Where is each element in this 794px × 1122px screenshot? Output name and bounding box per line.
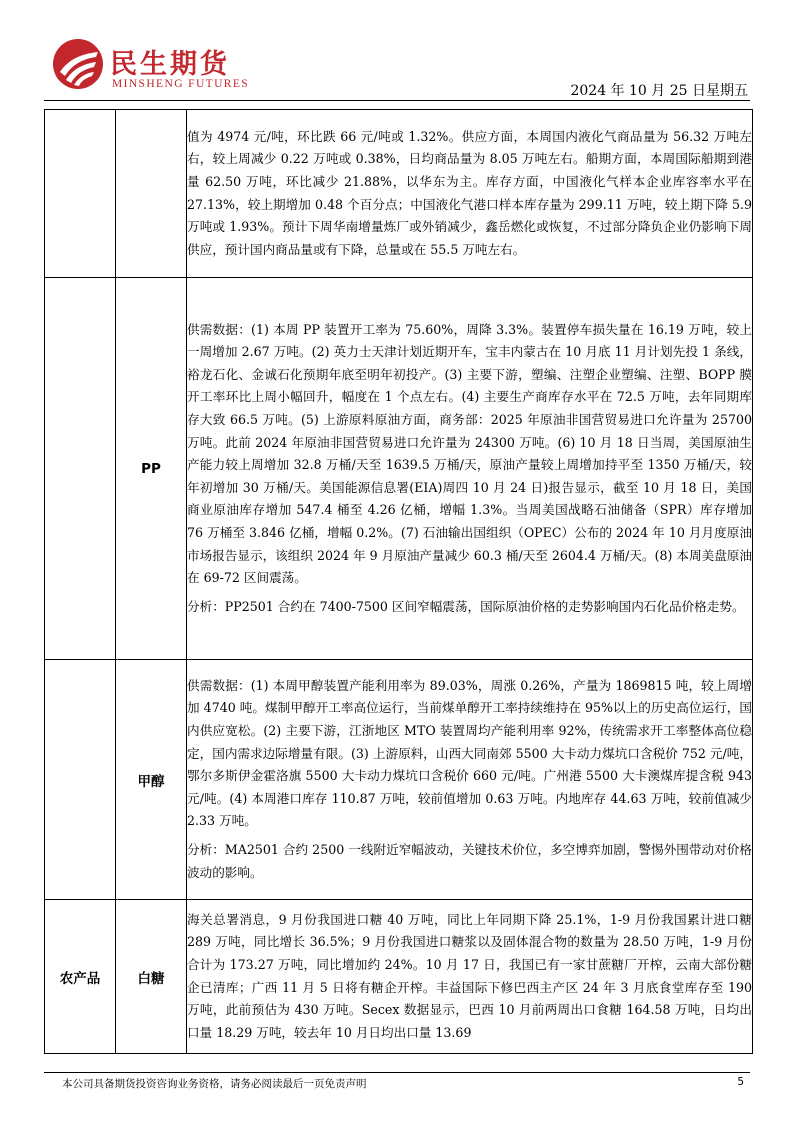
report-date: 2024 年 10 月 25 日星期五 — [570, 83, 748, 99]
table-row — [45, 110, 753, 278]
table-row — [45, 660, 753, 900]
content-cell — [187, 278, 753, 660]
content-cell — [187, 110, 753, 278]
pp-supply-text: 供需数据：(1) 本周 PP 装置开工率为 75.60%，周降 3.3%。装置停车损失量在 16.19 万吨，较上一周增加 2.67 万吨。(2) 英力士天津计划近期开车，宝丰内蒙古在 10 月底 11 月计划先投 1 条线，裕龙石化、金诚石化预期年底至明年初投产。(3) 主要下游，塑编、注塑企业塑编、注塑、BOPP 膜开工率环比上周小幅回升，幅度在 1 个点左右。(4) 主要生产商库存水平在 72.5 万吨，去年同期库存大致 66.5 万吨。(5) 上游原料原油方面，商务部：2025 年原油非国营贸易进口允许量为 25700 万吨。此前 2024 年原油非国营贸易进口允许量为 24300 万吨。(6) 10 月 18 日当周，美国原油生产能力较上周增加 32.8 万桶/天至 1639.5 万桶/天，原油产量较上周增加持平至 1350 万桶/天，较年初增加 30 万桶/天。美国能源信息署(EIA)周四 10 月 24 日)报告显示，截至 10 月 18 日，美国商业原油库存增加 547.4 桶至 4.26 亿桶，增幅 1.3%。当周美国战略石油储备（SPR）库存增加 76 万桶至 3.846 亿桶，增幅 0.2%。(7) 石油输出国组织（OPEC）公布的 2024 年 10 月月度原油市场报告显示，该组织 2024 年 9 月原油产量减少 60.3 桶/天至 2604.4 万桶/天。(8) 本周美盘原油在 69-72 区间震荡。 — [187, 321, 752, 586]
pp-analysis-text: 分析：PP2501 合约在 7400-7500 区间窄幅震荡，国际原油价格的走势影响国内石化品价格走势。 — [187, 598, 745, 614]
logo-english-name: MINSHENG FUTURES — [112, 78, 250, 90]
content-cell — [187, 900, 753, 1054]
product-cell — [116, 110, 187, 278]
methanol-analysis-text: 分析：MA2501 合约 2500 一线附近窄幅波动，关键技术价位，多空博弈加剧，警惕外围带动对价格波动的影响。 — [187, 841, 752, 880]
category-agri: 农产品 — [45, 900, 116, 1054]
table-row — [45, 900, 753, 1054]
methanol-supply-text: 供需数据：(1) 本周甲醇装置产能利用率为 89.03%，周涨 0.26%，产量为 1869815 吨，较上周增加 4740 吨。煤制甲醇开工率高位运行，当前煤单醇开工率持续维持在 95%以上的历史高位运行，国内供应宽松。(2) 主要下游，江浙地区 MTO 装置周均产能利用率 92%，传统需求开工率整体高位稳定，国内需求边际增量有限。(3) 上游原料，山西大同南郊 5500 大卡动力煤坑口含税价 752 元/吨，鄂尔多斯伊金霍洛旗 5500 大卡动力煤坑口含税价 660 元/吨。广州港 5500 大卡澳煤库提含税 943 元/吨。(4) 本周港口库存 110.87 万吨，较前值增加 0.63 万吨。内地库存 44.63 万吨，较前值减少 2.33 万吨。 — [187, 677, 752, 829]
lpg-text: 值为 4974 元/吨，环比跌 66 元/吨或 1.32%。供应方面，本周国内液化气商品量为 56.32 万吨左右，较上周减少 0.22 万吨或 0.38%，日均商品量为 8.05 万吨左右。船期方面，本周国际船期到港量 62.50 万吨，环比减少 21.88%，以华东为主。库存方面，中国液化气样本企业库容率水平在 27.13%，较上期增加 0.48 个百分点；中国液化气港口样本库存量为 299.11 万吨，较上期下降 5.9 万吨或 1.93%。预计下周华南增量炼厂或外销减少，鑫岳燃化或恢复，不过部分降负企业仍影响下周供应，预计国内商品量或有下降，总量或在 55.5 万吨左右。 — [187, 128, 752, 257]
category-cell — [45, 110, 116, 278]
logo-chinese-name: 民生期货 — [110, 49, 230, 80]
sugar-text: 海关总署消息，9 月份我国进口糖 40 万吨，同比上年同期下降 25.1%，1-9 月份我国累计进口糖 289 万吨，同比增长 36.5%；9 月份我国进口糖浆以及固体混合物的数量为 28.50 万吨，1-9 月份合计为 173.27 万吨，同比增加约 24%。10 月 17 日，我国已有一家甘蔗糖厂开榨，云南大部份糖企已清库；广西 11 月 5 日将有糖企开榨。丰益国际下修巴西主产区 24 年 3 月底食堂库存至 190 万吨，此前预估为 430 万吨。Secex 数据显示，巴西 10 月前两周出口食糖 164.58 万吨，日均出口量 18.29 万吨，较去年 10 月日均出口量 13.69 — [187, 911, 752, 1040]
content-cell — [187, 660, 753, 900]
commodity-table — [44, 109, 753, 1054]
page-header — [44, 36, 750, 100]
footer-disclaimer: 本公司具备期货投资咨询业务资格，请务必阅读最后一页免责声明 — [62, 1078, 367, 1090]
page-number: 5 — [737, 1076, 744, 1088]
category-cell — [45, 278, 116, 660]
product-name-pp: PP — [116, 278, 187, 660]
product-name-sugar: 白糖 — [116, 900, 187, 1054]
category-cell — [45, 660, 116, 900]
minsheng-logo-icon — [52, 38, 104, 90]
product-name-methanol: 甲醇 — [116, 660, 187, 900]
footer-divider — [44, 1072, 750, 1073]
header-divider — [44, 100, 750, 101]
table-row — [45, 278, 753, 660]
